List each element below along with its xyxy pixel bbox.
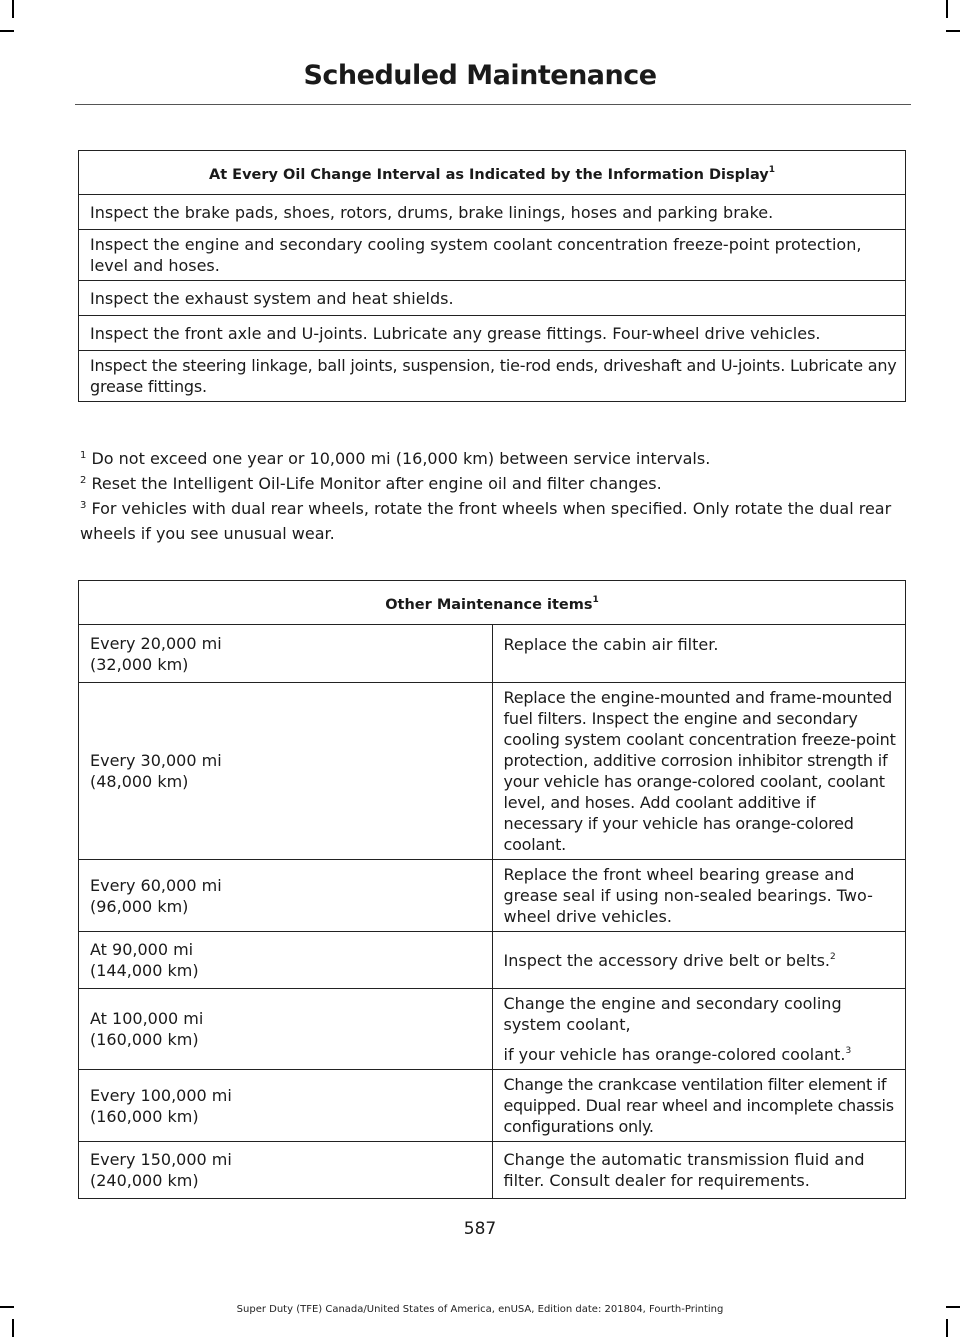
action-cell — [492, 1142, 906, 1199]
footnotes — [80, 446, 910, 546]
table-row: Inspect the exhaust system and heat shields. — [79, 281, 906, 316]
footnote-text: Reset the Intelligent Oil-Life Monitor after engine oil and filter changes. — [91, 474, 662, 493]
interval-cell — [79, 625, 493, 683]
footnote-text: For vehicles with dual rear wheels, rotate the front wheels when specified. Only rotate the dual rear wheels if you see unusual wear. — [80, 499, 892, 543]
action-text — [504, 1044, 900, 1065]
action-cell — [492, 932, 906, 989]
interval-cell — [79, 989, 493, 1070]
heading-text: Other Maintenance items — [385, 597, 593, 613]
table-row — [79, 683, 906, 860]
table-row: Inspect the engine and secondary cooling system coolant concentration freeze-point protection, level and hoses. — [79, 230, 906, 281]
action-text: Replace the front wheel bearing grease and grease seal if using non-sealed bearings. Two-wheel drive vehicles. — [503, 865, 873, 926]
interval-miles: At 90,000 mi — [90, 940, 194, 959]
interval-miles: At 100,000 mi — [90, 1009, 204, 1028]
crop-mark — [946, 30, 960, 32]
footnote-ref: 1 — [592, 595, 599, 605]
action-text-continued: if your vehicle has orange-colored coolant. — [503, 1045, 846, 1064]
table-row — [79, 1142, 906, 1199]
action-text: Change the crankcase ventilation filter element if equipped. Dual rear wheel and incomplete chassis configurations only. — [503, 1075, 894, 1136]
table-row — [79, 932, 906, 989]
interval-cell — [79, 860, 493, 932]
action-text: Replace the cabin air filter. — [503, 635, 719, 654]
footnote — [80, 446, 910, 471]
action-cell — [492, 625, 906, 683]
oil-change-table-heading — [79, 151, 906, 195]
interval-km: (48,000 km) — [90, 772, 189, 791]
action-cell — [492, 989, 906, 1070]
action-cell — [492, 860, 906, 932]
crop-mark — [946, 0, 948, 18]
action-text: Change the automatic transmission fluid and filter. Consult dealer for requirements. — [503, 1150, 865, 1190]
interval-cell — [79, 932, 493, 989]
other-maintenance-table — [78, 580, 906, 1199]
interval-km: (240,000 km) — [90, 1171, 199, 1190]
interval-cell — [79, 683, 493, 860]
action-text: Inspect the accessory drive belt or belts. — [503, 950, 831, 970]
footnote-number: 2 — [80, 475, 87, 486]
interval-km: (160,000 km) — [90, 1106, 199, 1126]
interval-km: (96,000 km) — [90, 896, 189, 916]
interval-miles: Every 30,000 mi — [90, 751, 222, 770]
table-row — [79, 625, 906, 683]
footnote — [80, 496, 910, 546]
crop-mark — [12, 0, 14, 18]
table-row: Inspect the steering linkage, ball joints, suspension, tie-rod ends, driveshaft and U-joints. Lubricate any grease fittings. — [79, 351, 906, 402]
footnote — [80, 471, 910, 496]
heading-text: At Every Oil Change Interval as Indicated by the Information Display — [208, 167, 769, 183]
action-text: Replace the engine-mounted and frame-mounted fuel filters. Inspect the engine and secondary cooling system coolant concentration freeze-point protection, additive corrosion inhibitor strength if your vehicle has orange-colored coolant, coolant level, and hoses. Add coolant additive if necessary if your vehicle has orange-colored coolant. — [503, 688, 896, 854]
footnote-number: 3 — [80, 500, 87, 511]
table-row: Inspect the brake pads, shoes, rotors, drums, brake linings, hoses and parking brake. — [79, 195, 906, 230]
interval-miles: Every 100,000 mi — [90, 1085, 232, 1105]
interval-miles: Every 150,000 mi — [90, 1150, 232, 1169]
interval-cell — [79, 1070, 493, 1142]
title-divider — [75, 104, 911, 105]
footnote-text: Do not exceed one year or 10,000 mi (16,000 km) between service intervals. — [91, 449, 711, 468]
table-row: Inspect the front axle and U-joints. Lubricate any grease fittings. Four-wheel drive vehicles. — [79, 316, 906, 351]
action-cell — [492, 1070, 906, 1142]
table-row — [79, 989, 906, 1070]
page-title: Scheduled Maintenance — [303, 60, 657, 91]
action-text: Change the engine and secondary cooling system coolant, — [503, 994, 842, 1034]
footnote-ref: 2 — [830, 951, 836, 962]
table-row — [79, 860, 906, 932]
page-number: 587 — [463, 1219, 497, 1239]
footnote-ref: 1 — [768, 165, 775, 175]
oil-change-table — [78, 150, 906, 402]
interval-miles: Every 60,000 mi — [90, 875, 222, 895]
crop-mark — [946, 1319, 948, 1337]
interval-km: (32,000 km) — [90, 654, 189, 674]
crop-mark — [0, 30, 14, 32]
footnote-number: 1 — [80, 450, 87, 461]
interval-miles: Every 20,000 mi — [90, 633, 222, 653]
interval-km: (144,000 km) — [90, 961, 199, 980]
interval-cell — [79, 1142, 493, 1199]
other-maintenance-table-heading — [79, 581, 906, 625]
action-cell — [492, 683, 906, 860]
footnote-ref: 3 — [845, 1046, 852, 1056]
footer-edition: Super Duty (TFE) Canada/United States of America, enUSA, Edition date: 201804, Fourth-Printing — [236, 1304, 724, 1315]
table-row — [79, 1070, 906, 1142]
interval-km: (160,000 km) — [90, 1030, 199, 1049]
crop-mark — [12, 1319, 14, 1337]
